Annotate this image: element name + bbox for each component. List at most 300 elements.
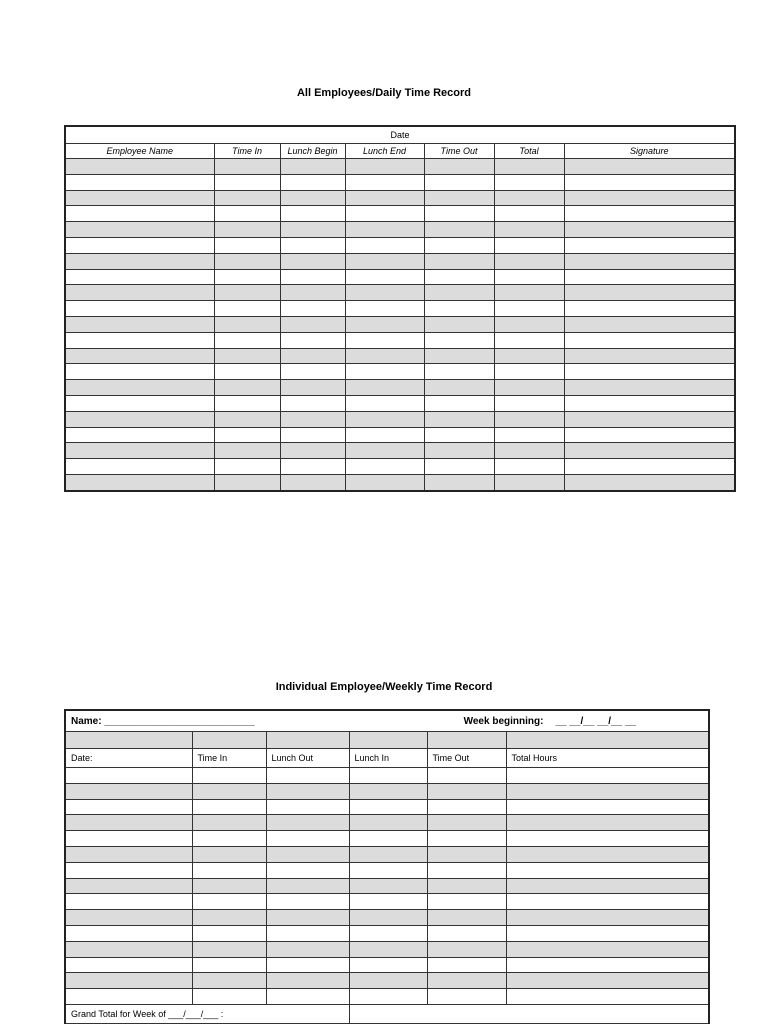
table-cell[interactable] bbox=[280, 474, 345, 490]
table-cell[interactable] bbox=[65, 474, 214, 490]
table-cell[interactable] bbox=[266, 910, 349, 926]
table-cell[interactable] bbox=[192, 846, 266, 862]
table-cell[interactable] bbox=[424, 427, 494, 443]
table-cell[interactable] bbox=[65, 174, 214, 190]
table-cell[interactable] bbox=[65, 285, 214, 301]
table-cell[interactable] bbox=[214, 174, 280, 190]
table-cell[interactable] bbox=[506, 768, 709, 784]
daily-table-row bbox=[65, 380, 735, 396]
table-cell[interactable] bbox=[214, 380, 280, 396]
table-cell[interactable] bbox=[564, 395, 735, 411]
table-cell[interactable] bbox=[564, 237, 735, 253]
table-cell[interactable] bbox=[494, 474, 564, 490]
table-cell[interactable] bbox=[564, 443, 735, 459]
table-cell[interactable] bbox=[280, 301, 345, 317]
blank-cell bbox=[65, 732, 192, 749]
weekly-table-row bbox=[65, 925, 709, 941]
table-cell[interactable] bbox=[65, 316, 214, 332]
table-cell[interactable] bbox=[65, 910, 192, 926]
table-cell[interactable] bbox=[266, 973, 349, 989]
table-cell[interactable] bbox=[345, 332, 424, 348]
date-header-row bbox=[65, 126, 735, 144]
date-header: Date bbox=[65, 126, 735, 144]
table-cell[interactable] bbox=[192, 957, 266, 973]
table-cell[interactable] bbox=[280, 174, 345, 190]
table-cell[interactable] bbox=[494, 159, 564, 175]
table-cell[interactable] bbox=[192, 878, 266, 894]
table-cell[interactable] bbox=[65, 190, 214, 206]
col-employee-name: Employee Name bbox=[65, 144, 214, 159]
weekly-table-row bbox=[65, 957, 709, 973]
daily-table-row bbox=[65, 427, 735, 443]
table-cell[interactable] bbox=[65, 831, 192, 847]
table-cell[interactable] bbox=[424, 395, 494, 411]
table-cell[interactable] bbox=[424, 332, 494, 348]
table-cell[interactable] bbox=[280, 332, 345, 348]
table-cell[interactable] bbox=[266, 768, 349, 784]
table-cell[interactable] bbox=[427, 799, 506, 815]
table-cell[interactable] bbox=[280, 222, 345, 238]
table-cell[interactable] bbox=[192, 973, 266, 989]
table-cell[interactable] bbox=[280, 364, 345, 380]
col-date: Date: bbox=[65, 749, 192, 768]
table-cell[interactable] bbox=[349, 894, 427, 910]
table-cell[interactable] bbox=[192, 783, 266, 799]
table-cell[interactable] bbox=[266, 894, 349, 910]
table-cell[interactable] bbox=[280, 285, 345, 301]
table-cell[interactable] bbox=[214, 443, 280, 459]
week-beginning-label: Week beginning: bbox=[463, 715, 544, 727]
table-cell[interactable] bbox=[427, 831, 506, 847]
table-cell[interactable] bbox=[494, 253, 564, 269]
table-cell[interactable] bbox=[506, 910, 709, 926]
table-cell[interactable] bbox=[494, 174, 564, 190]
blank-cell bbox=[349, 732, 427, 749]
table-cell[interactable] bbox=[494, 237, 564, 253]
table-cell[interactable] bbox=[506, 799, 709, 815]
table-cell[interactable] bbox=[266, 957, 349, 973]
table-cell[interactable] bbox=[424, 348, 494, 364]
table-cell[interactable] bbox=[494, 427, 564, 443]
weekly-table-row bbox=[65, 910, 709, 926]
table-cell[interactable] bbox=[65, 332, 214, 348]
table-cell[interactable] bbox=[280, 459, 345, 475]
table-cell[interactable] bbox=[214, 427, 280, 443]
table-cell[interactable] bbox=[214, 474, 280, 490]
table-cell[interactable] bbox=[65, 783, 192, 799]
col-time-in: Time In bbox=[214, 144, 280, 159]
table-cell[interactable] bbox=[214, 253, 280, 269]
table-cell[interactable] bbox=[266, 846, 349, 862]
table-cell[interactable] bbox=[564, 427, 735, 443]
table-cell[interactable] bbox=[65, 973, 192, 989]
table-cell[interactable] bbox=[345, 222, 424, 238]
table-cell[interactable] bbox=[65, 815, 192, 831]
table-cell[interactable] bbox=[349, 989, 427, 1005]
weekly-table-row bbox=[65, 799, 709, 815]
table-cell[interactable] bbox=[280, 206, 345, 222]
table-cell[interactable] bbox=[349, 925, 427, 941]
table-cell[interactable] bbox=[494, 332, 564, 348]
table-cell[interactable] bbox=[345, 174, 424, 190]
table-cell[interactable] bbox=[427, 878, 506, 894]
table-cell[interactable] bbox=[564, 459, 735, 475]
table-cell[interactable] bbox=[494, 443, 564, 459]
table-cell[interactable] bbox=[349, 910, 427, 926]
table-cell[interactable] bbox=[65, 269, 214, 285]
table-cell[interactable] bbox=[345, 364, 424, 380]
col-time-in: Time In bbox=[192, 749, 266, 768]
daily-table-row bbox=[65, 253, 735, 269]
table-cell[interactable] bbox=[349, 862, 427, 878]
weekly-table-row bbox=[65, 862, 709, 878]
table-cell[interactable] bbox=[564, 348, 735, 364]
table-cell[interactable] bbox=[427, 910, 506, 926]
table-cell[interactable] bbox=[65, 222, 214, 238]
table-cell[interactable] bbox=[506, 831, 709, 847]
table-cell[interactable] bbox=[506, 846, 709, 862]
table-cell[interactable] bbox=[280, 159, 345, 175]
table-cell[interactable] bbox=[494, 395, 564, 411]
table-cell[interactable] bbox=[214, 222, 280, 238]
table-cell[interactable] bbox=[564, 411, 735, 427]
table-cell[interactable] bbox=[427, 973, 506, 989]
table-cell[interactable] bbox=[345, 459, 424, 475]
table-cell[interactable] bbox=[349, 799, 427, 815]
table-cell[interactable] bbox=[280, 411, 345, 427]
table-cell[interactable] bbox=[345, 380, 424, 396]
table-cell[interactable] bbox=[427, 989, 506, 1005]
daily-table-row bbox=[65, 206, 735, 222]
table-cell[interactable] bbox=[564, 174, 735, 190]
table-cell[interactable] bbox=[65, 878, 192, 894]
table-cell[interactable] bbox=[192, 910, 266, 926]
table-cell[interactable] bbox=[214, 411, 280, 427]
table-cell[interactable] bbox=[345, 237, 424, 253]
table-cell[interactable] bbox=[65, 206, 214, 222]
table-cell[interactable] bbox=[65, 348, 214, 364]
table-cell[interactable] bbox=[214, 269, 280, 285]
col-total-hours: Total Hours bbox=[506, 749, 709, 768]
table-cell[interactable] bbox=[564, 301, 735, 317]
table-cell[interactable] bbox=[494, 301, 564, 317]
table-cell[interactable] bbox=[345, 474, 424, 490]
table-cell[interactable] bbox=[349, 815, 427, 831]
table-cell[interactable] bbox=[424, 285, 494, 301]
col-lunch-end: Lunch End bbox=[345, 144, 424, 159]
table-cell[interactable] bbox=[214, 395, 280, 411]
table-cell[interactable] bbox=[345, 443, 424, 459]
table-cell[interactable] bbox=[266, 831, 349, 847]
table-cell[interactable] bbox=[564, 316, 735, 332]
grand-total-row bbox=[65, 1004, 709, 1023]
weekly-table-row bbox=[65, 768, 709, 784]
table-cell[interactable] bbox=[266, 925, 349, 941]
table-cell[interactable] bbox=[494, 206, 564, 222]
table-cell[interactable] bbox=[280, 348, 345, 364]
table-cell[interactable] bbox=[65, 364, 214, 380]
table-cell[interactable] bbox=[65, 941, 192, 957]
table-cell[interactable] bbox=[349, 768, 427, 784]
table-cell[interactable] bbox=[427, 783, 506, 799]
table-cell[interactable] bbox=[345, 190, 424, 206]
daily-table-row bbox=[65, 190, 735, 206]
table-cell[interactable] bbox=[349, 783, 427, 799]
table-cell[interactable] bbox=[65, 301, 214, 317]
table-cell[interactable] bbox=[192, 815, 266, 831]
weekly-table-row bbox=[65, 941, 709, 957]
weekly-table-row bbox=[65, 815, 709, 831]
name-field-label: Name: ___________________________ bbox=[71, 715, 255, 727]
table-cell[interactable] bbox=[494, 222, 564, 238]
table-cell[interactable] bbox=[280, 380, 345, 396]
table-cell[interactable] bbox=[424, 269, 494, 285]
table-cell[interactable] bbox=[427, 894, 506, 910]
col-signature: Signature bbox=[564, 144, 735, 159]
weekly-time-record-table bbox=[64, 709, 710, 1024]
table-cell[interactable] bbox=[424, 190, 494, 206]
daily-table-row bbox=[65, 237, 735, 253]
table-cell[interactable] bbox=[424, 301, 494, 317]
table-cell[interactable] bbox=[280, 190, 345, 206]
table-cell[interactable] bbox=[424, 474, 494, 490]
daily-table-row bbox=[65, 443, 735, 459]
table-cell[interactable] bbox=[564, 332, 735, 348]
col-lunch-out: Lunch Out bbox=[266, 749, 349, 768]
table-cell[interactable] bbox=[506, 925, 709, 941]
table-cell[interactable] bbox=[349, 846, 427, 862]
table-cell[interactable] bbox=[427, 957, 506, 973]
table-cell[interactable] bbox=[65, 159, 214, 175]
table-cell[interactable] bbox=[427, 925, 506, 941]
table-cell[interactable] bbox=[424, 174, 494, 190]
grand-total-value[interactable] bbox=[349, 1004, 709, 1023]
weekly-table-row bbox=[65, 989, 709, 1005]
table-cell[interactable] bbox=[65, 459, 214, 475]
table-cell[interactable] bbox=[280, 253, 345, 269]
daily-time-record-table bbox=[64, 125, 736, 492]
table-cell[interactable] bbox=[349, 941, 427, 957]
table-cell[interactable] bbox=[506, 973, 709, 989]
table-cell[interactable] bbox=[427, 941, 506, 957]
weekly-column-header-row bbox=[65, 749, 709, 768]
table-cell[interactable] bbox=[214, 285, 280, 301]
grand-total-label: Grand Total for Week of ___/___/___ : bbox=[65, 1004, 349, 1023]
table-cell[interactable] bbox=[65, 253, 214, 269]
table-cell[interactable] bbox=[192, 799, 266, 815]
table-cell[interactable] bbox=[345, 348, 424, 364]
table-cell[interactable] bbox=[349, 878, 427, 894]
table-cell[interactable] bbox=[564, 206, 735, 222]
table-cell[interactable] bbox=[564, 364, 735, 380]
table-cell[interactable] bbox=[506, 941, 709, 957]
table-cell[interactable] bbox=[424, 159, 494, 175]
col-time-out: Time Out bbox=[427, 749, 506, 768]
table-cell[interactable] bbox=[65, 443, 214, 459]
table-cell[interactable] bbox=[214, 190, 280, 206]
table-cell[interactable] bbox=[506, 957, 709, 973]
table-cell[interactable] bbox=[192, 768, 266, 784]
daily-table-row bbox=[65, 348, 735, 364]
table-cell[interactable] bbox=[65, 427, 214, 443]
table-cell[interactable] bbox=[266, 799, 349, 815]
table-cell[interactable] bbox=[424, 222, 494, 238]
table-cell[interactable] bbox=[214, 364, 280, 380]
table-cell[interactable] bbox=[65, 989, 192, 1005]
table-cell[interactable] bbox=[424, 206, 494, 222]
table-cell[interactable] bbox=[266, 941, 349, 957]
table-cell[interactable] bbox=[494, 380, 564, 396]
week-beginning bbox=[464, 716, 708, 727]
column-header-row bbox=[65, 144, 735, 159]
blank-cell bbox=[506, 732, 709, 749]
table-cell[interactable] bbox=[65, 862, 192, 878]
table-cell[interactable] bbox=[65, 846, 192, 862]
table-cell[interactable] bbox=[192, 941, 266, 957]
table-cell[interactable] bbox=[280, 427, 345, 443]
weekly-table-row bbox=[65, 831, 709, 847]
table-cell[interactable] bbox=[280, 269, 345, 285]
name-week-row bbox=[65, 710, 709, 732]
table-cell[interactable] bbox=[65, 380, 214, 396]
table-cell[interactable] bbox=[564, 222, 735, 238]
table-cell[interactable] bbox=[280, 237, 345, 253]
table-cell[interactable] bbox=[506, 783, 709, 799]
daily-table-row bbox=[65, 285, 735, 301]
table-cell[interactable] bbox=[345, 301, 424, 317]
table-cell[interactable] bbox=[427, 846, 506, 862]
table-cell[interactable] bbox=[349, 973, 427, 989]
table-cell[interactable] bbox=[345, 427, 424, 443]
table-cell[interactable] bbox=[494, 285, 564, 301]
table-cell[interactable] bbox=[280, 316, 345, 332]
table-cell[interactable] bbox=[427, 768, 506, 784]
table-cell[interactable] bbox=[424, 380, 494, 396]
table-cell[interactable] bbox=[345, 411, 424, 427]
weekly-table-row bbox=[65, 973, 709, 989]
table-cell[interactable] bbox=[424, 459, 494, 475]
table-cell[interactable] bbox=[65, 411, 214, 427]
table-cell[interactable] bbox=[345, 206, 424, 222]
table-cell[interactable] bbox=[192, 925, 266, 941]
table-cell[interactable] bbox=[280, 395, 345, 411]
table-cell[interactable] bbox=[65, 395, 214, 411]
weekly-table-row bbox=[65, 878, 709, 894]
weekly-table-row bbox=[65, 846, 709, 862]
table-cell[interactable] bbox=[214, 316, 280, 332]
daily-table-row bbox=[65, 316, 735, 332]
table-cell[interactable] bbox=[349, 957, 427, 973]
table-cell[interactable] bbox=[65, 925, 192, 941]
blank-cell bbox=[427, 732, 506, 749]
table-cell[interactable] bbox=[564, 285, 735, 301]
col-lunch-begin: Lunch Begin bbox=[280, 144, 345, 159]
table-cell[interactable] bbox=[494, 411, 564, 427]
daily-table-row bbox=[65, 364, 735, 380]
weekly-table-row bbox=[65, 894, 709, 910]
table-cell[interactable] bbox=[494, 190, 564, 206]
table-cell[interactable] bbox=[506, 894, 709, 910]
table-cell[interactable] bbox=[506, 815, 709, 831]
table-cell[interactable] bbox=[564, 159, 735, 175]
week-beginning-blank: __ __/__ __/__ __ bbox=[555, 715, 637, 727]
daily-table-row bbox=[65, 411, 735, 427]
table-cell[interactable] bbox=[564, 269, 735, 285]
table-cell[interactable] bbox=[349, 831, 427, 847]
table-cell[interactable] bbox=[345, 395, 424, 411]
table-cell[interactable] bbox=[494, 269, 564, 285]
table-cell[interactable] bbox=[214, 332, 280, 348]
table-cell[interactable] bbox=[494, 364, 564, 380]
table-cell[interactable] bbox=[506, 878, 709, 894]
table-cell[interactable] bbox=[564, 474, 735, 490]
table-cell[interactable] bbox=[266, 878, 349, 894]
table-cell[interactable] bbox=[506, 989, 709, 1005]
table-cell[interactable] bbox=[65, 894, 192, 910]
table-cell[interactable] bbox=[564, 253, 735, 269]
daily-table-row bbox=[65, 174, 735, 190]
table-cell[interactable] bbox=[424, 364, 494, 380]
table-cell[interactable] bbox=[192, 894, 266, 910]
daily-table-row bbox=[65, 222, 735, 238]
table-cell[interactable] bbox=[494, 348, 564, 364]
table-cell[interactable] bbox=[266, 989, 349, 1005]
table-cell[interactable] bbox=[427, 862, 506, 878]
table-cell[interactable] bbox=[345, 316, 424, 332]
name-week-cell bbox=[65, 710, 709, 732]
blank-cell bbox=[266, 732, 349, 749]
table-cell[interactable] bbox=[214, 348, 280, 364]
table-cell[interactable] bbox=[65, 768, 192, 784]
col-total: Total bbox=[494, 144, 564, 159]
table-cell[interactable] bbox=[564, 380, 735, 396]
table-cell[interactable] bbox=[494, 459, 564, 475]
table-cell[interactable] bbox=[266, 862, 349, 878]
table-cell[interactable] bbox=[494, 316, 564, 332]
table-cell[interactable] bbox=[564, 190, 735, 206]
table-cell[interactable] bbox=[266, 815, 349, 831]
table-cell[interactable] bbox=[192, 831, 266, 847]
table-cell[interactable] bbox=[280, 443, 345, 459]
weekly-table-row bbox=[65, 783, 709, 799]
table-cell[interactable] bbox=[424, 411, 494, 427]
table-cell[interactable] bbox=[266, 783, 349, 799]
daily-table-row bbox=[65, 474, 735, 490]
table-cell[interactable] bbox=[345, 159, 424, 175]
table-cell[interactable] bbox=[345, 269, 424, 285]
table-cell[interactable] bbox=[214, 237, 280, 253]
table-cell[interactable] bbox=[345, 253, 424, 269]
shaded-blank-row bbox=[65, 732, 709, 749]
table-cell[interactable] bbox=[192, 862, 266, 878]
table-cell[interactable] bbox=[424, 443, 494, 459]
table-cell[interactable] bbox=[427, 815, 506, 831]
table-cell[interactable] bbox=[214, 459, 280, 475]
table-cell[interactable] bbox=[424, 237, 494, 253]
table-cell[interactable] bbox=[65, 957, 192, 973]
table-cell[interactable] bbox=[192, 989, 266, 1005]
table-cell[interactable] bbox=[65, 237, 214, 253]
table-cell[interactable] bbox=[214, 159, 280, 175]
table-cell[interactable] bbox=[424, 253, 494, 269]
table-cell[interactable] bbox=[214, 301, 280, 317]
table-cell[interactable] bbox=[65, 799, 192, 815]
table-cell[interactable] bbox=[424, 316, 494, 332]
table-cell[interactable] bbox=[214, 206, 280, 222]
daily-table-row bbox=[65, 301, 735, 317]
table-cell[interactable] bbox=[506, 862, 709, 878]
table-cell[interactable] bbox=[345, 285, 424, 301]
